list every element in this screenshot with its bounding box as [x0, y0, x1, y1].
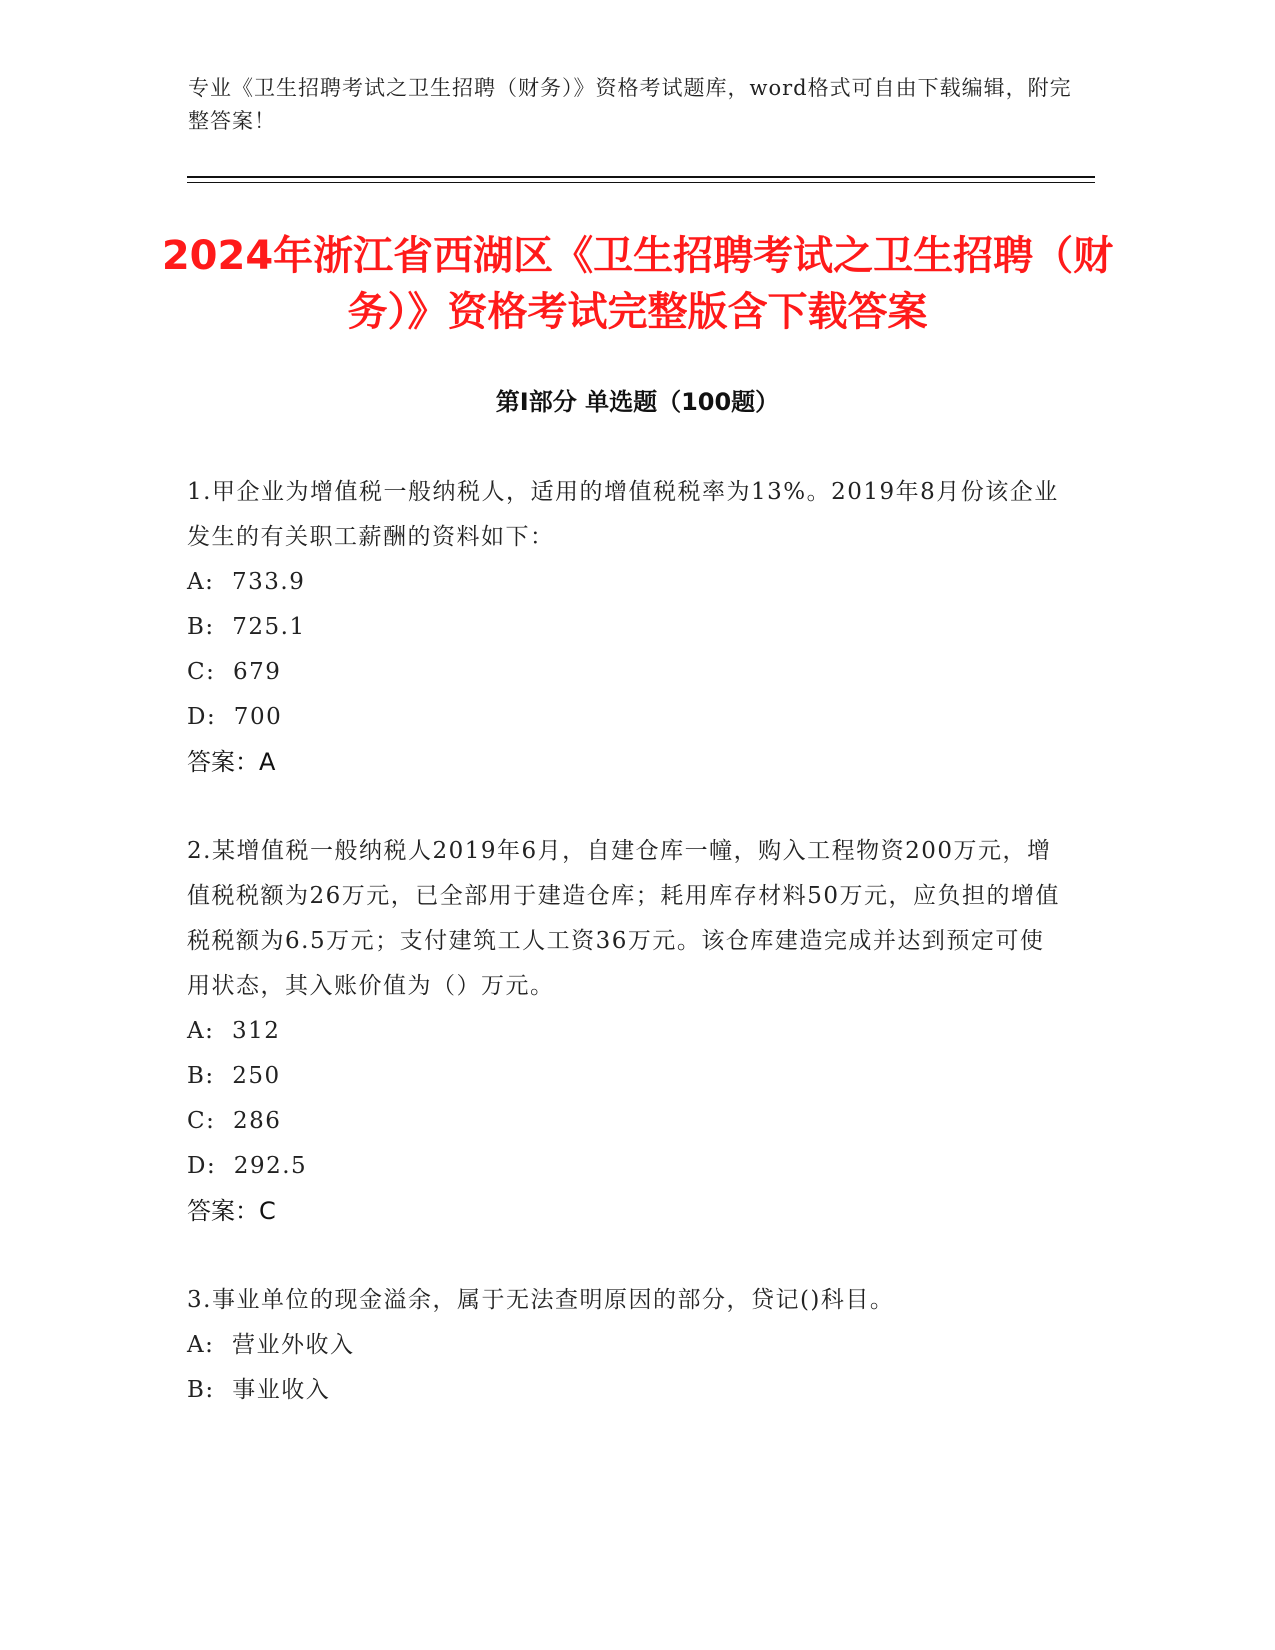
option-a: A: 312	[187, 1018, 281, 1044]
option-b: B: 事业收入	[187, 1377, 331, 1403]
question-stem: 2.某增值税一般纳税人2019年6月，自建仓库一幢，购入工程物资200万元，增值税税额为26万元，已全部用于建造仓库；耗用库存材料50万元，应负担的增值税税额为6.5万元；支付建筑工人工资36万元。该仓库建造完成并达到预定可使用状态，其入账价值为（）万元。	[187, 838, 1061, 999]
answer-line: 答案：A	[187, 748, 276, 776]
option-a: A: 733.9	[187, 569, 306, 595]
option-d: D: 292.5	[187, 1153, 308, 1179]
header-note: 专业《卫生招聘考试之卫生招聘（财务）》资格考试题库，word格式可自由下载编辑，附完整答案！	[188, 76, 1072, 133]
question-stem: 3.事业单位的现金溢余，属于无法查明原因的部分，贷记()科目。	[187, 1287, 895, 1313]
option-b: B: 250	[187, 1063, 281, 1089]
answer-line: 答案：C	[187, 1197, 276, 1225]
question-1	[187, 470, 1067, 785]
header-divider-thick	[187, 176, 1095, 178]
option-a: A: 营业外收入	[187, 1332, 355, 1358]
question-3	[187, 1278, 1067, 1413]
option-c: C: 679	[187, 659, 282, 685]
question-2	[187, 829, 1067, 1234]
question-stem: 1.甲企业为增值税一般纳税人，适用的增值税税率为13%。2019年8月份该企业发生的有关职工薪酬的资料如下：	[187, 479, 1059, 550]
document-title: 2024年浙江省西湖区《卫生招聘考试之卫生招聘（财务）》资格考试完整版含下载答案	[161, 233, 1114, 335]
option-d: D: 700	[187, 704, 283, 730]
option-b: B: 725.1	[187, 614, 306, 640]
option-c: C: 286	[187, 1108, 282, 1134]
header-divider-thin	[187, 182, 1095, 183]
section-heading: 第I部分 单选题（100题）	[495, 388, 780, 416]
question-list	[187, 470, 1067, 1457]
